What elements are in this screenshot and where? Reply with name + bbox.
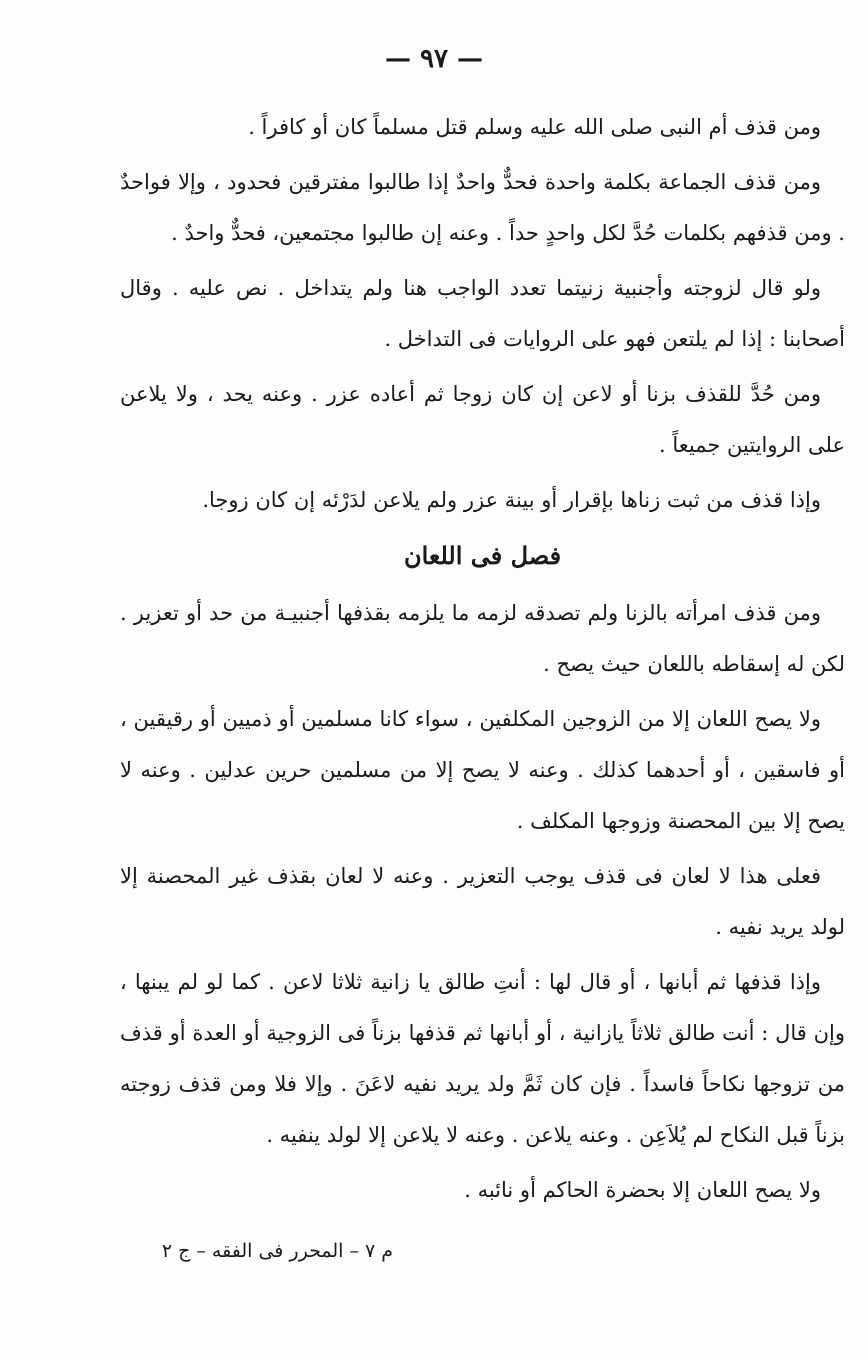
paragraph: ومن قذف أم النبى صلى الله عليه وسلم قتل مسلماً كان أو كافراً . bbox=[248, 115, 821, 139]
paragraph: ولا يصح اللعان إلا بحضرة الحاكم أو نائبه . bbox=[464, 1178, 821, 1202]
paragraph: ومن حُدَّ للقذف بزنا أو لاعن إن كان زوجا ثم أعاده عزر . وعنه يحد ، ولا يلاعن على الروايتين جميعاً . bbox=[120, 382, 845, 457]
paragraph: وإذا قذف من ثبت زناها بإقرار أو بينة عزر ولم يلاعن لدَرْئه إن كان زوجا. bbox=[202, 488, 821, 512]
paragraph: ومن قذف امرأته بالزنا ولم تصدقه لزمه ما يلزمه بقذفها أجنبيـة من حد أو تعزير . لكن له إسقاطه باللعان حيث يصح . bbox=[120, 601, 845, 676]
page-body bbox=[120, 102, 845, 1220]
paragraph: وإذا قذفها ثم أبانها ، أو قال لها : أنتِ طالق يا زانية ثلاثا لاعن . كما لو لم يبنها ، وإن قال : أنت طالق ثلاثاً يازانية ، أو أبانها ثم قذفها بزناً فى الزوجية أو العدة أو قذف من تزوجها نكاحاً فاسداً . فإن كان ثَمَّ ولد يريد نفيه لاعَنَ . وإلا فلا ومن قذف زوجته بزناً قبل النكاح لم يُلاَعِن . وعنه يلاعن . وعنه لا يلاعن إلا لولد ينفيه . bbox=[120, 970, 845, 1147]
paragraph: ومن قذف الجماعة بكلمة واحدة فحدٌّ واحدٌ إذا طالبوا مفترقين فحدود ، وإلا فواحدٌ . ومن قذفهم بكلمات حُدَّ لكل واحدٍ حداً . وعنه إن طالبوا مجتمعين، فحدٌّ واحدٌ . bbox=[120, 170, 845, 245]
section-heading: فصل فى اللعان bbox=[403, 541, 562, 570]
paragraph: فعلى هذا لا لعان فى قذف يوجب التعزير . وعنه لا لعان بقذف غير المحصنة إلا لولد يريد نفيه . bbox=[120, 864, 845, 939]
page-footer: م ٧ – المحرر فى الفقه – ج ٢ bbox=[161, 1240, 393, 1262]
page-number: — ٩٧ — bbox=[384, 44, 484, 74]
paragraph: ولو قال لزوجته وأجنبية زنيتما تعدد الواجب هنا ولم يتداخل . نص عليه . وقال أصحابنا : إذا لم يلتعن فهو على الروايات فى التداخل . bbox=[120, 276, 845, 351]
paragraph: ولا يصح اللعان إلا من الزوجين المكلفين ، سواء كانا مسلمين أو ذميين أو رقيقين ، أو فاسقين ، أو أحدهما كذلك . وعنه لا يصح إلا من مسلمين حرين عدلين . وعنه لا يصح إلا بين المحصنة وزوجها المكلف . bbox=[120, 707, 845, 833]
